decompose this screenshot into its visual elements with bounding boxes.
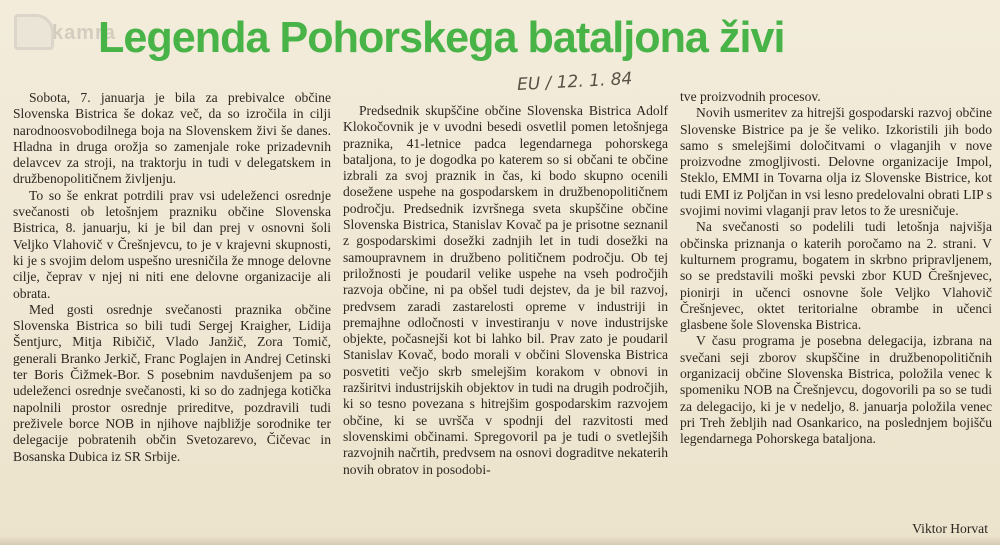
- handwritten-date-note: EU / 12. 1. 84: [516, 68, 633, 96]
- paragraph: Na svečanosti so podelili tudi letošnja najvišja občinska priznanja o katerih poročamo na 2. strani. V kulturnem programu, bogatem in skrbno pripravljenem, so se predstavili moški pevski zbor KUD Črešnjevec, pionirji in učenci osnovne šole Veljko Vlahovič Črešnjevec, oktet teritorialne obrambe in učenci glasbene šole Slovenska Bistrica.: [680, 219, 992, 333]
- article-headline: Legenda Pohorskega bataljona živi: [98, 13, 785, 62]
- author-signature: Viktor Horvat: [912, 521, 988, 536]
- article-column-1: [13, 90, 331, 465]
- paragraph: To so še enkrat potrdili prav vsi udeleženci osrednje svečanosti ob letošnjem prazniku občine Slovenska Bistrica, 8. januarju, ki je bil dan prej v osnovni šoli Veljko Vlahovič v Črešnjevcu, to je v krajevni skupnosti, ki je s svojim delom uspešno uresničila že mnoge delovne cilje, čeprav v njej ni niti ene delovne organizacije ali obrata.: [13, 187, 331, 301]
- watermark-logo-icon: [14, 14, 54, 50]
- article-column-3: [680, 89, 992, 448]
- watermark-text: kamra: [52, 22, 116, 44]
- paper-edge: [0, 536, 1000, 545]
- paragraph: tve proizvodnih procesov.: [680, 89, 821, 104]
- paragraph: V času programa je posebna delegacija, izbrana na svečani seji zborov skupščine in družbenopolitičnih organizacij občine Slovenska Bistrica, položila venec k spomeniku NOB na Črešnjevcu, dogovorili pa so se tudi za delegacijo, ki je v nedeljo, 8. januarja položila venec pri Treh žebljih nad Osankarico, na poslednjem bojišču legendarnega Pohorskega bataljona.: [680, 333, 992, 447]
- article-column-2: [343, 103, 668, 478]
- paragraph: Novih usmeritev za hitrejši gospodarski razvoj občine Slovenske Bistrice pa je še veliko. Izkoristili jih bodo samo s smelejšimi določitvami o vlaganjih v nove proizvodne zmogljivosti. Delovne organizacije Impol, Steklo, EMMI in Tovarna olja iz Slovenske Bistrice, kot tudi EMI iz Poljčan in vsi lesno predelovalni obrati LIP s svojimi novimi vlaganji prav letos to že uresničuje.: [680, 105, 992, 219]
- paragraph: Sobota, 7. januarja je bila za prebivalce občine Slovenska Bistrica še dokaz več, da so izročila in cilji narodnoosvobodilnega boja na Slovenskem živi še danes. Hladna in druga orožja so zamenjale roke prizadevnih delavcev za stroji, na traktorju in tudi v delegatskem in družbenopolitičnem življenju.: [13, 90, 331, 187]
- paragraph: Med gosti osrednje svečanosti praznika občine Slovenska Bistrica so bili tudi Sergej Kraigher, Lidija Šentjurc, Mitja Ribičič, Vlado Janžič, Zora Tomič, generali Branko Jerkič, Franc Poglajen in Andrej Cetinski ter Boris Čižmek-Bor. S posebnim navdušenjem pa so udeleženci osrednje svečanosti, ki so do zadnjega kotička napolnili prostor osrednje prireditve, pozdravili tudi preživele borce NOB in njihove najbližje sorodnike ter delegacije pobratenih občin Svetozarevo, Čičevac in Bosanska Dubica iz SR Srbije.: [13, 301, 331, 464]
- paragraph: Predsednik skupščine občine Slovenska Bistrica Adolf Klokočovnik je v uvodni besedi osvetlil pomen letošnjega praznika, 41-letnice padca legendarnega pohorskega bataljona, to je dogodka po katerem so si občani te občine izbrali za svoj praznik in čas, ki bodo skupno ocenili dosežene uspehe na gospodarskem in družbenopolitičnem področju. Predsednik izvršnega sveta skupščine občine Slovenska Bistrica, Stanislav Kovač pa je prisotne seznanil z gospodarskimi dosežki zadnjih let in tudi dosežki na samoupravnem in družbeno političnem področju. Ob tej priložnosti je poudaril velike uspehe na vseh področjih razvoja občine, ni pa obšel tudi dejstev, da je bil razvoj, predvsem zaradi zastarelosti opreme v industriji in premajhne odločnosti v investiranju v nove industrijske objekte, počasnejši kot bi lahko bil. Prav zato je poudaril Stanislav Kovač, bodo morali v občini Slovenska Bistrica posvetiti večjo skrb smelejšim korakom v obnovi in razširitvi industrijskih objektov in tudi na drugih področjih, ki so tesno povezana s hitrejšim gospodarskim razvojem občine, ki se uvršča v spodnji del razvitosti med slovenskimi občinami. Spregovoril pa je tudi o svetlejših razvojnih načrtih, predvsem na osnovi dograditve nekaterih novih obratov in posodobi-: [343, 103, 668, 477]
